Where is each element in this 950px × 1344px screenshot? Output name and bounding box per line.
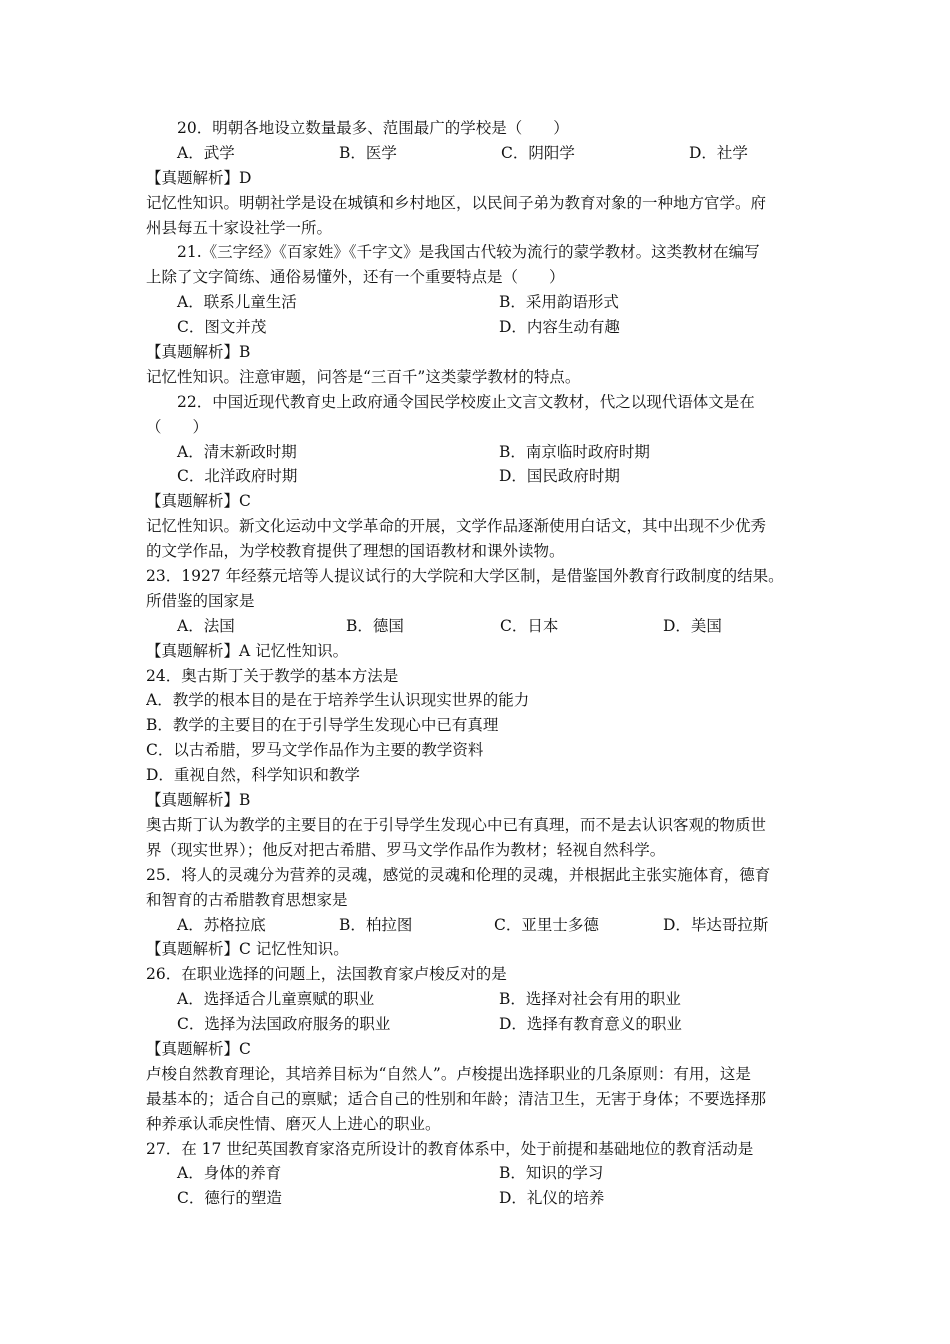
question-22-options-row2 [146,464,810,489]
question-25-stem-cont: 和智育的古希腊教育思想家是 [146,890,348,909]
option-b: B．柏拉图 [339,915,413,934]
analysis-line: 记忆性知识。新文化运动中文学革命的开展，文学作品逐渐使用白话文，其中出现不少优秀 [146,517,767,536]
question-20-options [146,141,810,166]
question-27-options-row2 [146,1186,810,1211]
question-21-options-row2 [146,315,810,340]
option-c: C．亚里士多德 [494,915,599,934]
option-d: D．社学 [689,143,748,162]
question-20-answer: 【真题解析】D [146,168,252,187]
question-23-stem-cont: 所借鉴的国家是 [146,591,255,610]
option-c: C．以古希腊，罗马文学作品作为主要的教学资料 [146,741,484,760]
question-26-options-row1 [146,987,810,1012]
question-23-answer: 【真题解析】A 记忆性知识。 [146,641,349,660]
option-c: C．北洋政府时期 [177,467,298,486]
option-a: A．法国 [177,616,235,635]
analysis-line: 卢梭自然教育理论，其培养目标为“自然人”。卢梭提出选择职业的几条原则：有用，这是 [146,1064,751,1083]
analysis-line: 的文学作品，为学校教育提供了理想的国语教材和课外读物。 [146,542,565,561]
option-a: A．清末新政时期 [177,442,297,461]
option-a: A．教学的根本目的是在于培养学生认识现实世界的能力 [146,691,530,710]
question-22-options-row1 [146,440,810,465]
question-26-options-row2 [146,1012,810,1037]
option-c: C．阴阳学 [501,143,575,162]
question-25-answer: 【真题解析】C 记忆性知识。 [146,940,349,959]
question-25-options [146,913,810,938]
option-d: D．美国 [663,616,722,635]
analysis-line: 记忆性知识。明朝社学是设在城镇和乡村地区，以民间子弟为教育对象的一种地方官学。府 [146,193,767,212]
question-21-stem: 21.《三字经》《百家姓》《千字文》是我国古代较为流行的蒙学教材。这类教材在编写 [177,243,760,262]
option-d: D．毕达哥拉斯 [663,915,769,934]
question-20-stem: 20．明朝各地设立数量最多、范围最广的学校是（ ） [177,119,569,137]
question-22-stem-cont: （ ） [146,417,209,436]
option-a: A．选择适合儿童禀赋的职业 [177,990,375,1009]
option-d: D．国民政府时期 [499,467,620,486]
question-27-stem: 27．在 17 世纪英国教育家洛克所设计的教育体系中，处于前提和基础地位的教育活动是 [146,1139,754,1158]
document-page [146,116,810,1211]
option-b: B．教学的主要目的在于引导学生发现心中已有真理 [146,716,499,735]
option-b: B．选择对社会有用的职业 [499,990,681,1009]
question-24-answer: 【真题解析】B [146,791,251,810]
option-c: C．图文并茂 [177,318,267,337]
option-a: A．联系儿童生活 [177,293,297,312]
analysis-line: 最基本的；适合自己的禀赋；适合自己的性别和年龄；清洁卫生，无害于身体；不要选择那 [146,1089,767,1108]
question-26-stem: 26．在职业选择的问题上，法国教育家卢梭反对的是 [146,965,507,984]
question-22-answer: 【真题解析】C [146,492,251,511]
option-c: C．日本 [500,616,559,635]
option-b: B．德国 [346,616,404,635]
analysis-line: 奥古斯丁认为教学的主要目的在于引导学生发现心中已有真理，而不是去认识客观的物质世 [146,815,767,834]
question-26-answer: 【真题解析】C [146,1039,251,1058]
question-22-stem: 22．中国近现代教育史上政府通令国民学校废止文言文教材，代之以现代语体文是在 [177,392,755,411]
question-21-answer: 【真题解析】B [146,343,251,362]
option-b: B．采用韵语形式 [499,293,619,312]
option-d: D．礼仪的培养 [499,1189,605,1208]
option-a: A．身体的养育 [177,1164,282,1183]
analysis-line: 记忆性知识。注意审题，问答是“三百千”这类蒙学教材的特点。 [146,367,581,386]
question-25-stem: 25．将人的灵魂分为营养的灵魂，感觉的灵魂和伦理的灵魂，并根据此主张实施体育，德育 [146,865,771,884]
question-23-options [146,614,810,639]
option-d: D．选择有教育意义的职业 [499,1015,682,1034]
question-21-stem-cont: 上除了文字简练、通俗易懂外，还有一个重要特点是（ ） [146,268,565,287]
analysis-line: 州县每五十家设社学一所。 [146,218,333,237]
question-24-stem: 24．奥古斯丁关于教学的基本方法是 [146,666,399,685]
option-a: A．苏格拉底 [177,915,266,934]
question-27-options-row1 [146,1161,810,1186]
question-23-stem: 23．1927 年经蔡元培等人提议试行的大学院和大学区制，是借鉴国外教育行政制度的结果。 [146,567,784,586]
option-c: C．选择为法国政府服务的职业 [177,1015,391,1034]
option-b: B．南京临时政府时期 [499,442,650,461]
option-c: C．德行的塑造 [177,1189,282,1208]
option-d: D．内容生动有趣 [499,318,620,337]
analysis-line: 界（现实世界）；他反对把古希腊、罗马文学作品作为教材；轻视自然科学。 [146,840,666,859]
analysis-line: 种养承认乖戾性情、磨灭人上进心的职业。 [146,1114,441,1133]
option-d: D．重视自然，科学知识和教学 [146,766,360,785]
option-b: B．知识的学习 [499,1164,604,1183]
question-21-options-row1 [146,290,810,315]
option-b: B．医学 [339,143,397,162]
option-a: A．武学 [177,143,235,162]
